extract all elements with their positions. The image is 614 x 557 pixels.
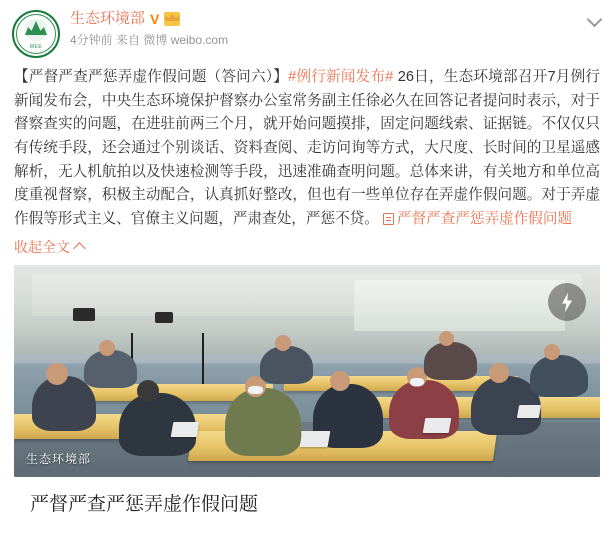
- laptop: [423, 418, 452, 433]
- post-text-lead: 【严督严查严惩弄虚作假问题（答问六）】: [14, 69, 289, 85]
- article-icon: [383, 213, 394, 225]
- article-link[interactable]: [383, 211, 572, 227]
- topic-link[interactable]: #例行新闻发布#: [288, 69, 394, 85]
- post-header: [0, 0, 614, 62]
- source-prefix: 来自: [116, 33, 141, 47]
- person-head: [489, 363, 509, 383]
- author-row: [70, 10, 602, 28]
- news-conference-photo: [14, 265, 600, 477]
- camera-icon: [73, 308, 95, 321]
- post-text-body: 26日，生态环境部召开7月例行新闻发布会，中央生态环境保护督察办公室常务副主任徐必久在回答记者提问时表示，对于督察查实的问题，在进驻前两三个月，就开始问题摸排，固定问题线索、证据链。不仅仅只有传统手段，还会通过个别谈话、资料查阅、走访问询等方式，大尺度、长时间的卫星遥感解析，无人机航拍以及快速检测等手段，迅速准确查明问题。总体来讲，有关地方和单位高度重视督察，积极主动配合，认真抓好整改，但也有一些单位存在弄虚作假问题。对于弄虚作假等形式主义、官僚主义问题，严肃查处，严惩不贷。: [14, 69, 601, 227]
- laptop: [171, 422, 200, 437]
- post-source-link[interactable]: 微博 weibo.com: [143, 33, 229, 47]
- person: [530, 355, 589, 397]
- face-mask: [410, 378, 424, 386]
- collapse-label: 收起全文: [14, 239, 70, 256]
- person-head: [439, 331, 454, 346]
- ministry-emblem-icon: [16, 14, 56, 54]
- photo-window: [354, 280, 565, 331]
- person: [424, 342, 477, 380]
- laptop: [517, 405, 541, 418]
- camera-icon: [155, 312, 173, 323]
- person: [84, 350, 137, 388]
- article-link-label: 严督严查严惩弄虚作假问题: [396, 210, 573, 227]
- header-text: [70, 10, 602, 49]
- avatar[interactable]: [12, 10, 60, 58]
- author-name[interactable]: 生态环境部: [70, 10, 146, 27]
- person: [260, 346, 313, 384]
- post-meta: [70, 33, 602, 49]
- media-caption-bar: [14, 477, 600, 536]
- verified-badge-icon[interactable]: V: [150, 11, 160, 27]
- person-head: [99, 340, 115, 356]
- media-card[interactable]: [14, 265, 600, 477]
- crown-icon[interactable]: [164, 12, 180, 26]
- post-timestamp: 4分钟前: [70, 33, 113, 47]
- photo-watermark: 生态环境部: [26, 452, 92, 467]
- post-content: [0, 62, 614, 231]
- bolt-glyph: [561, 292, 573, 312]
- collapse-button[interactable]: [0, 231, 614, 265]
- caret-up-icon: [73, 243, 86, 256]
- laptop: [300, 431, 331, 447]
- tripod: [202, 333, 204, 384]
- person-head: [137, 380, 159, 402]
- media-caption: 严督严查严惩弄虚作假问题: [30, 494, 259, 516]
- emblem-text: MEE: [29, 44, 43, 50]
- person: [225, 388, 301, 456]
- face-mask: [248, 386, 263, 394]
